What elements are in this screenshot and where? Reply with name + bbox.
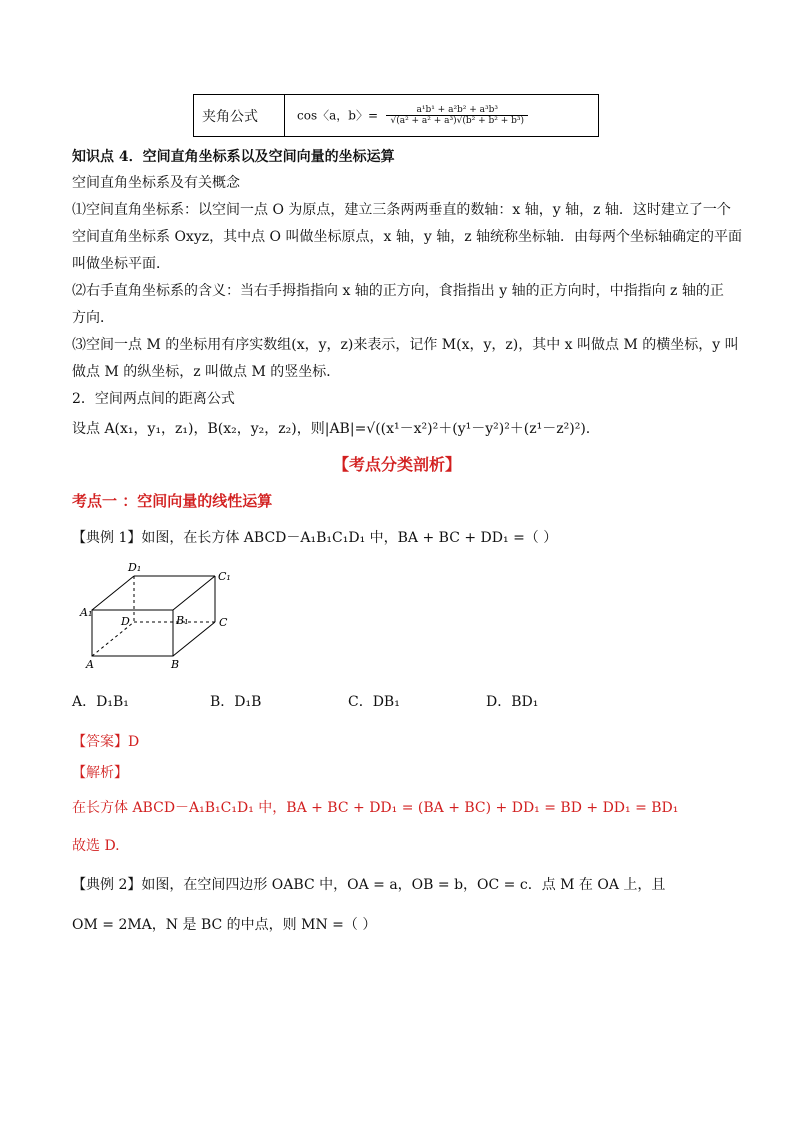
conclusion-text: 故选 D.	[72, 838, 120, 854]
option-d: D．BD₁	[486, 694, 539, 710]
section-title: 【考点分类剖析】	[332, 455, 461, 474]
distance-title: 2．空间两点间的距离公式	[72, 391, 235, 407]
angle-formula-table	[193, 94, 599, 137]
formula-cell	[285, 95, 599, 137]
label-d: D	[121, 615, 130, 628]
formula-label: 夹角公式	[194, 95, 285, 137]
analysis-label: 【解析】	[72, 765, 128, 781]
example2-line1: 【典例 2】如图，在空间四边形 OABC 中，OA = a，OB = b，OC = c．点 M 在 OA 上，且	[72, 877, 666, 893]
label-c: C	[219, 616, 228, 629]
edge-bc	[173, 622, 215, 656]
label-b1: B₁	[176, 614, 189, 627]
label-b: B	[171, 658, 180, 671]
option-a: A．D₁B₁	[72, 694, 129, 710]
formula-fraction	[386, 105, 528, 126]
formula-lhs: cos〈a，b〉=	[297, 108, 378, 123]
distance-formula: 设点 A(x₁，y₁，z₁)，B(x₂，y₂，z₂)，则|AB|=√((x¹－x²)²＋(y¹－y²)²＋(z¹－z²)²).	[72, 421, 591, 437]
example2-line2: OM = 2MA，N 是 BC 的中点，则 MN =（ ）	[72, 917, 377, 933]
front-face	[92, 610, 173, 656]
kp4-p2-line2: 方向．	[72, 310, 114, 326]
analysis-text: 在长方体 ABCD－A₁B₁C₁D₁ 中，BA + BC + DD₁ = (BA + BC) + DD₁ = BD + DD₁ = BD₁	[72, 800, 679, 816]
cuboid-figure	[78, 558, 238, 672]
label-a: A	[86, 658, 94, 671]
kp4-p1-line2: 空间直角坐标系 Oxyz，其中点 O 叫做坐标原点，x 轴，y 轴，z 轴统称坐标轴．由每两个坐标轴确定的平面	[72, 229, 743, 245]
kp4-p2-line1: ⑵右手直角坐标系的含义：当右手拇指指向 x 轴的正方向，食指指出 y 轴的正方向时，中指指向 z 轴的正	[72, 283, 724, 299]
kp4-p1-line3: 叫做坐标平面．	[72, 256, 170, 272]
kp4-p1-line1: ⑴空间直角坐标系：以空间一点 O 为原点，建立三条两两垂直的数轴：x 轴，y 轴，z 轴．这时建立了一个	[72, 202, 731, 218]
example1-question: 【典例 1】如图，在长方体 ABCD－A₁B₁C₁D₁ 中，BA + BC + DD₁ =（ ）	[72, 530, 558, 546]
edge-a1d1	[92, 576, 134, 610]
answer-label: 【答案】D	[72, 734, 140, 750]
label-a1: A₁	[80, 606, 93, 619]
label-d1: D₁	[128, 561, 142, 574]
option-b: B．D₁B	[210, 694, 262, 710]
kp4-p3-line2: 做点 M 的纵坐标，z 叫做点 M 的竖坐标．	[72, 364, 341, 380]
kp4-p3-line1: ⑶空间一点 M 的坐标用有序实数组(x，y，z)来表示，记作 M(x，y，z)，其中 x 叫做点 M 的横坐标，y 叫	[72, 337, 739, 353]
kp4-subheading: 空间直角坐标系及有关概念	[72, 175, 240, 191]
label-c1: C₁	[218, 570, 231, 583]
formula-numerator: a¹b¹ + a²b² + a³b³	[386, 105, 528, 116]
kp4-heading: 知识点 4．空间直角坐标系以及空间向量的坐标运算	[72, 149, 395, 165]
topic-heading: 考点一 ：空间向量的线性运算	[72, 492, 273, 510]
option-c: C．DB₁	[348, 694, 400, 710]
edge-b1c1	[173, 576, 215, 610]
formula-denominator: √(a² + a² + a³)√(b² + b² + b³)	[390, 116, 525, 126]
